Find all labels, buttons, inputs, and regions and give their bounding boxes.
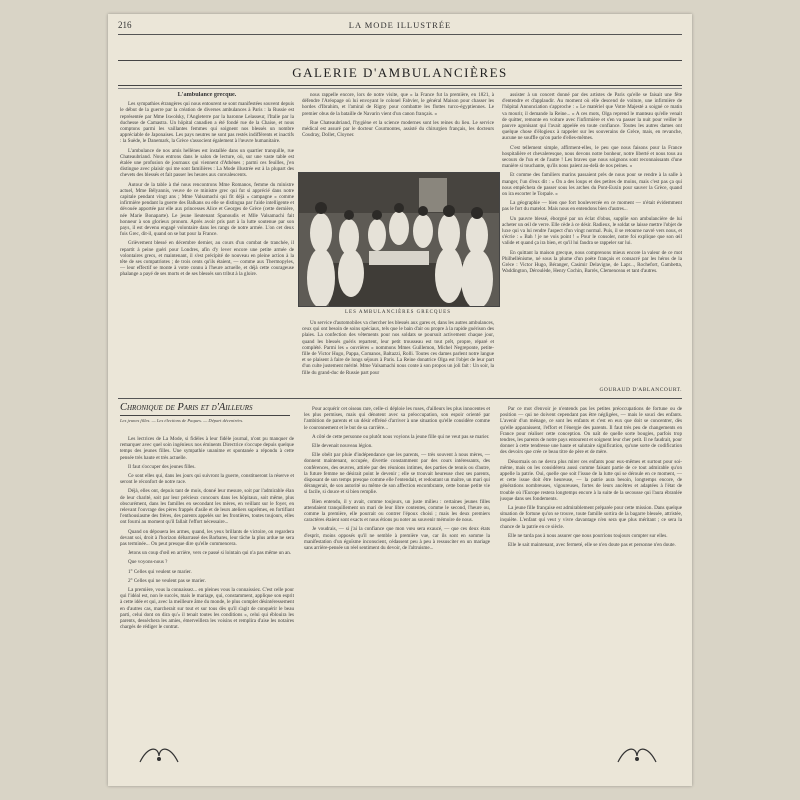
paragraph: Les lectrices de La Mode, si fidèles à leur fidèle journal, n'ont pu manquer de remarquer avec quel soin ingénieux nos éminents Directrice s'occupe depuis quelque temps des jeunes filles. Une sympathie unanime et spontanée a répondu à cette pensée très haute et très actuelle.	[120, 436, 294, 461]
paragraph: Que voyons-nous ?	[128, 559, 168, 566]
paragraph: Rue Chateaubriand, l'hygiène et la science modernes sont les reines du lieu. Le service médical est assuré par le docteur Courmontes, assisté du chirurgien français, les docteurs Coudray, Dollet, Cloyner.	[302, 119, 494, 139]
paragraph: La jeune fille française est admirablement préparée pour cette mission. Dans quelque situation de fortune qu'on se trouve, toute famille sortira de la bagarre blessée, attristée, inquiète. L'enfant qui veut y vivre davantage n'en sera que plus méritant ; ce sera la chance de la patrie en ce siècle.	[500, 505, 682, 530]
chronicle-heading	[120, 402, 296, 423]
magazine-page	[108, 14, 692, 786]
paragraph: L'ambulance de nos amis hellènes est installée dans un quartier tranquille, rue Chateaubriand. Nous entrons dans le salon de lecture, où, sur une vaste table est étalée une profusion de journaux qui viennent d'Athènes ; parmi ces feuilles, j'en distingue avec plaisir qui me sont familières : La Mode illustrée est à la plupart des chevets des blessés et fait passer les heures aux convalescents.	[120, 147, 294, 179]
section-rule	[118, 398, 682, 399]
article-column-2-top	[302, 92, 494, 170]
paragraph: Elle devenait nouveau légion.	[312, 443, 373, 450]
flourish-ornament-left	[138, 742, 180, 768]
chronicle-column-3	[500, 406, 682, 746]
paragraph: Un pauvre blessé, éborgné par un éclat d'obus, supplie son ambulancière de lui acheter un œil de verre. Elle cède à ce désir. Radieux, le soldat se laisse mettre l'objet de luxe qui va lui rendre l'aspect d'un vingt normal. Puis, il se retourne navré vers nous, et s'écrie : « Bah ! je ne vois point ! » Pour le consoler, notre foi explique que son œil valide et quand ça ira bien, et qu'il lui faudra se rappeler sur lui.	[502, 215, 682, 247]
paragraph: Pour acquérir cet oiseau rare, celle-ci déploie les ruses, d'ailleurs les plus innocentes et les plus permises, mais qui dénotent avec sa préoccupation, son espoir orienté par l'ambition de parents et un désir effréné d'arriver à une situation qu'elle considère comme le couronnement et le but de sa carrière...	[304, 406, 490, 431]
paragraph: Quand on dépouera les armes, quand, les yeux brillants de victoire, on regardera devant soi, droit à l'horizon débarrassé des Barbares, leur tâche la plus ardue ne sera pas terminée... On peut presque dire qu'elle commencera.	[120, 528, 294, 548]
paragraph: assister à un concert donné par des artistes de Paris qu'elle se faisait une fête d'entendre et d'applaudir. Au moment où elle descend de voiture, une infirmière de l'hôpital Annonciation s'approche : « Le matériel que Votre Majesté a soigné ce matin va mourir, il demande la Reine... » A ces mots, Olga reprend le manteau qu'elle venait de quitter, remonte en voiture avec l'infirmière et s'en va passer la nuit pour veiller le pauvre agonisant qui l'avait appelée en toute confiance. Toutes les autres dames ont quelque chose d'élogieux à rappeler sur les souverains de Grèce, mais, en revanche, aucune ne souffle qu'on parle d'elles-mêmes.	[502, 92, 682, 142]
paragraph: Déjà, elles ont, depuis tant de mois, donné leur mesure, soit par l'admirable élan de leur charité, soit par leur précieux concours dans les hôpitaux, soit même, plus obscurément, dans les familles en secondant les mères, en veillant sur le foyer, en relevant l'ouvrage des pères frappés d'asile et de leurs ateliers suprêmes, en fortifiant l'enthousiasme des frères, des parents appelés sur les frontières, toutes toujours, elles ont fourni au moment qu'il fallait l'effort nécessaire...	[120, 488, 294, 526]
paragraph: C'est tellement simple, affirment-elles, le peu que nous faisons pour la France hospitalière et chevaleresque, nous devons notre bonheur, notre liberté et nous tous au secours de l'un et de l'autre ! Les braves que nous soignons sont reconnaissants d'une manière si touchante, qu'ils nous paient au-delà de nos peines. »	[502, 144, 682, 170]
article-title-box	[118, 60, 682, 86]
photo-caption: LES AMBULANCIÈRES GRECQUES	[344, 310, 451, 315]
paragraph: La première, vous la connaissez... en pleines vous la connaissiez. C'est celle pour qui l'idéal est, non le succès, mais le mariage, qui, constamment, applique son esprit à cette idée et qui, avec la meilleure âme du monde, le plus complet désintéressement en d'autres cas, marcherait sur tout et sur tous dès qu'il s'agit de conquérir le beau parti, celui dont on dira qu'« il tenait toutes les conditions », celui qui éblouira les parents, dessèchera les amies, émerveillera les voisins et remplira d'aise les notaires chargés de rédiger le contrat.	[120, 587, 294, 631]
paragraph: Les sympathies étrangères qui nous entourent se sont manifestées souvent depuis le début de la guerre par la création de diverses ambulances à Paris : la Russie est représentée par Mme Iswolsky, l'Angleterre par la baronne Lelasseur, l'Italie par la duchesse de Camastra. Un hôpital canadien a été fondé rue de la Chaise, et nous comptons parmi les vaillantes femmes qui soignent nos blessés un nombre appréciable de Japonaises. Les pays neutres ne sont pas restés indifférents et inactifs : la Suède, le Danemark, la Grèce s'associent également à l'œuvre humanitaire.	[120, 101, 294, 145]
paragraph: Désormais on ne devra plus mirer ces enfants pour eux-mêmes et surtout pour soi-même, mais on les considérera aussi comme faisant partie de ce tout admirable qu'on appelle la patrie. Oui, quelle que soit l'issue de la lutte qui se déroule en ce moment, — et cette issue doit être heureuse, — la patrie aura besoin, longtemps encore, de générations nombreuses, vigoureuses, fortes de leurs ancêtres et adaptées à l'état de trouble où l'Europe restera longtemps encore à la suite de la secousse qui l'aura ébranlée jusque dans ses fondements.	[500, 458, 682, 502]
paragraph: 2° Celles qui ne veulent pas se marier.	[128, 577, 206, 584]
article-column-2-bottom	[302, 320, 494, 394]
chronicle-title: Chronique de Paris et d'Ailleurs	[120, 402, 253, 413]
flourish-ornament-right	[616, 742, 658, 768]
chronicle-column-2	[304, 406, 490, 746]
paragraph: Jetons un coup d'œil en arrière, vers ce passé si lointain qui n'a pas même un an.	[128, 550, 292, 557]
paragraph: Un service d'automobiles va chercher les blessés aux gares et, dans les autres ambulances, ceux qui ont besoin de soins spéciaux, tels que le bain d'air ou propre à la rapide guérison des plaies. La confection des vêtements pour nos soldats se poursuit activement chaque jour, quand les blessés guéris repartent, leur petit trousseau est tout prêt, propre, réparé et complété. Parmi les « ouvrières » nommons Mmes Guillemon, Michel Negreponte, petite-fille de Victor Hugo, Pappa, Comanos, Baltazzi, Rolli. Toutes ces dames parlent notre langue et se plaisent à faire de longs séjours à Paris. La Reine donatrice Olga est l'objet de leur part d'un culte justement mérité. Mme Valsamachi nous conte à son propos un joli fait : Un soir, la fille du grand-duc de Russie part pour	[302, 320, 494, 376]
chronicle-subtitle: Les jeunes filles. — Les élections de Paques. — Départ décentrées.	[120, 418, 244, 423]
paragraph: Elle ne tarda pas à nous assurer que nous pourrions toujours compter sur elles.	[508, 532, 668, 539]
chronicle-column-1	[120, 436, 294, 740]
running-header	[118, 20, 682, 34]
paragraph: Bien entendu, il y avait, comme toujours, un juste milieu : certaines jeunes filles attendaient tranquillement un mari de leur libre contentes, comme le second, l'heure ou, comme la première, elle pourrait ou contrer l'époux choisi ; mais les deux premiers caractères étaient sont exacts et nous étions pu noter au souvenir mémoire de nous.	[304, 498, 490, 524]
article-signature: GOURAUD D'ABLANCOURT.	[599, 387, 682, 393]
magazine-title: LA MODE ILLUSTRÉE	[348, 20, 452, 30]
paragraph: Grièvement blessé en décembre dernier, au cours d'un combat de tranchée, il repartit à peine guéri pour Londres, afin d'y lever encore une petite armée de volontaires grecs, et maintenant, il s'est précipité de nouveau en pleine action à la tête de ses compatriotes ; de trois cents qu'ils étaient, — comme aux Thermopyles, — leur effectif se monte à votre connu à l'heure actuelle, et déjà cette courageuse phalange a payé de ses morts et de ses blessés son tribut à la gloire.	[120, 240, 294, 278]
ambulance-photo	[298, 172, 500, 307]
page-number: 216	[118, 20, 132, 30]
chronicle-title-rule	[120, 415, 290, 416]
paragraph: nous rappelle encore, lors de notre visite, que « la France fut la première, en 1821, à défendre l'Aréopage où lui envoyant le colonel Fabvier, le général Maison pour chasser les hordes d'Ibrahim, et l'amiral de Rigny pour combattre les flottes turco-égyptiennes. Le premier obus de la bataille de Navarin vient d'un canon français. »	[302, 92, 494, 117]
paragraph: A côté de cette personne ou plutôt nous voyions la jeune fille qui ne veut pas se marier.	[312, 433, 490, 440]
paragraph: Et comme des familiers marins passaient près de nous pour se rendre à la salle à manger, l'un d'eux dit : « On a des loups et des petites de moins, mais c'est pas ça qui nous empêchera de passer sous les arches du Pont-Euxin pour sauver la Grèce, quand on ira escorter le Torpale. »	[502, 172, 682, 198]
paragraph: 1° Celles qui veulent se marier.	[128, 568, 192, 575]
header-rule	[118, 34, 682, 35]
paragraph: Il faut s'occuper des jeunes filles.	[128, 463, 196, 470]
paragraph: Par ce mot d'envoir je n'entends pas les petites préoccupations de fortune ou de position — qui ne doivent cependant pas être négligées, — mais le souci des enfants. L'avenir d'un ménage, ce sont les enfants et c'est en eux que doit se concentrer, dès qu'elle apparaissent, l'effort et l'énergie des parents. Il faut très peu de changements en France pour réaliser cette conception. On naît de quelle sorte bougies, parfois trop tendres, les parents de notre pays entourent et soignent leur cher petit. Il ne faudrait, pour donner à cette tendresse une haute et salutaire signification, qu'une sorte de codification des devoirs que crée ce beau titre de père et de mère.	[500, 406, 682, 456]
paragraph: Ce sont elles qui, dans les jours qui suivront la guerre, constitueront la réserve et seront le réconfort de notre race.	[120, 473, 294, 486]
paragraph: Autour de la table à thé nous rencontrons Mme Romanos, femme du ministre actuel, Mme Bélyannis, veuve de ce ministre grec qui fut si apprécié dans notre capitale pendant vingt ans ; Mme Valsamachi qui fit déjà « campagne » comme infirmière pendant la guerre des Balkans ou elle se distingua par l'aide intelligente et dévouée apportée par elle aux princesses Alice et Georges de Grèce (cette dernière, née Marie Bonaparte). Le jeune lieutenant Spanoudis et Mlle Valsamachi fait honneur à son glorieux pronom. Après avoir pris part à la lutte soutenue par son pays, il est devenu engagé volontaire dans les rangs de notre armée. L'on cet deux fois Grec, dit-il, quand on se bat pour la France.	[120, 181, 294, 238]
paragraph: Elle obéit par pluie d'indépendance que les parents, — très souvent à nous mères, — donnent maintenant, occupée, divertie constamment par des cours intéressants, des conférences, des œuvres, attirée par des réunions intimes, des parties de tennis ou d'autre, la future femme ne désirait point le devenir ; elle se trouvait heureuse chez ses parents, disposant de son temps presque comme elle l'entendait, et redoutant un maître, un mari qui dérangerait, de son autorité ou même de son affection encombrante, cette bonne petite vie si facile, si douce et si bien remplie.	[304, 452, 490, 496]
article-title: GALERIE D'AMBULANCIÈRES	[292, 65, 508, 80]
title-rule	[118, 88, 682, 89]
article-column-3	[502, 92, 682, 382]
paragraph: La géographie — bien que fort boulevercée en ce moment — n'était évidemment pas le fort du matelot. Mais nous en entendons bien d'autres...	[502, 200, 682, 213]
paragraph: Elle le sait maintenant, avec fermeté, elle se n'en doute pas et personne n'en doute.	[508, 542, 676, 549]
article-column-1	[120, 92, 294, 394]
paragraph: En quittant la maison grecque, nous comprenons mieux encore la valeur de ce mot Philhellénisme, né sous la plume d'un poète français et consacré par les héros de la Grèce : Victor Hugo, Béranger, Casimir Delavigne, de Lapr..., Rochefort, Gambetta, Waddington, Déroulède, Henry Cochin, Barrès, Clemenceau et tant d'autres.	[502, 249, 682, 275]
article-subhead: L'ambulance grecque.	[177, 92, 237, 98]
paragraph: Je voudrais, — si j'ai la confiance que mon vœu sera exaucé, — que ces deux états d'esprit, moins opposés qu'il ne semble à première vue, car ils sont en somme la manifestation d'un égoïsme inconscient, cédassent peu à peu à ressusciter en un mariage sans arrière-pensée un réel sentiment du devoir, de l'altruisme...	[304, 526, 490, 552]
